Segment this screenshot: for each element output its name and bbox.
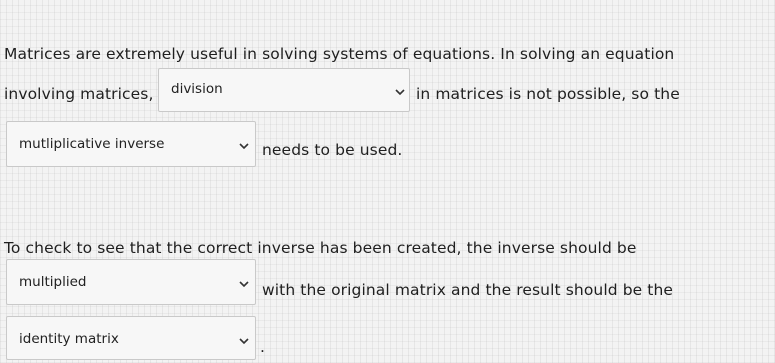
result-matrix-dropdown-value: identity matrix (19, 331, 119, 347)
paragraph1-line1: Matrices are extremely useful in solving systems of equations. In solving an equation (4, 45, 675, 63)
result-matrix-dropdown[interactable] (6, 316, 256, 360)
paragraph2-line3-after: . (260, 338, 266, 356)
chevron-down-icon (395, 88, 405, 96)
verification-operation-dropdown[interactable] (6, 259, 256, 305)
paragraph1-line2-after: in matrices is not possible, so the (416, 85, 680, 103)
operation-dropdown[interactable] (158, 68, 410, 112)
inverse-type-dropdown[interactable] (6, 121, 256, 167)
chevron-down-icon (239, 280, 249, 288)
chevron-down-icon (239, 142, 249, 150)
operation-dropdown-value: division (171, 81, 223, 97)
verification-operation-dropdown-value: multiplied (19, 274, 87, 290)
inverse-type-dropdown-value: mutliplicative inverse (19, 136, 165, 152)
paragraph1-line3-after: needs to be used. (262, 141, 403, 159)
paragraph1-line2-before: involving matrices, (4, 85, 154, 103)
paragraph2-line1: To check to see that the correct inverse has been created, the inverse should be (4, 239, 637, 257)
chevron-down-icon (239, 337, 249, 345)
paragraph2-line2-after: with the original matrix and the result should be the (262, 281, 674, 299)
